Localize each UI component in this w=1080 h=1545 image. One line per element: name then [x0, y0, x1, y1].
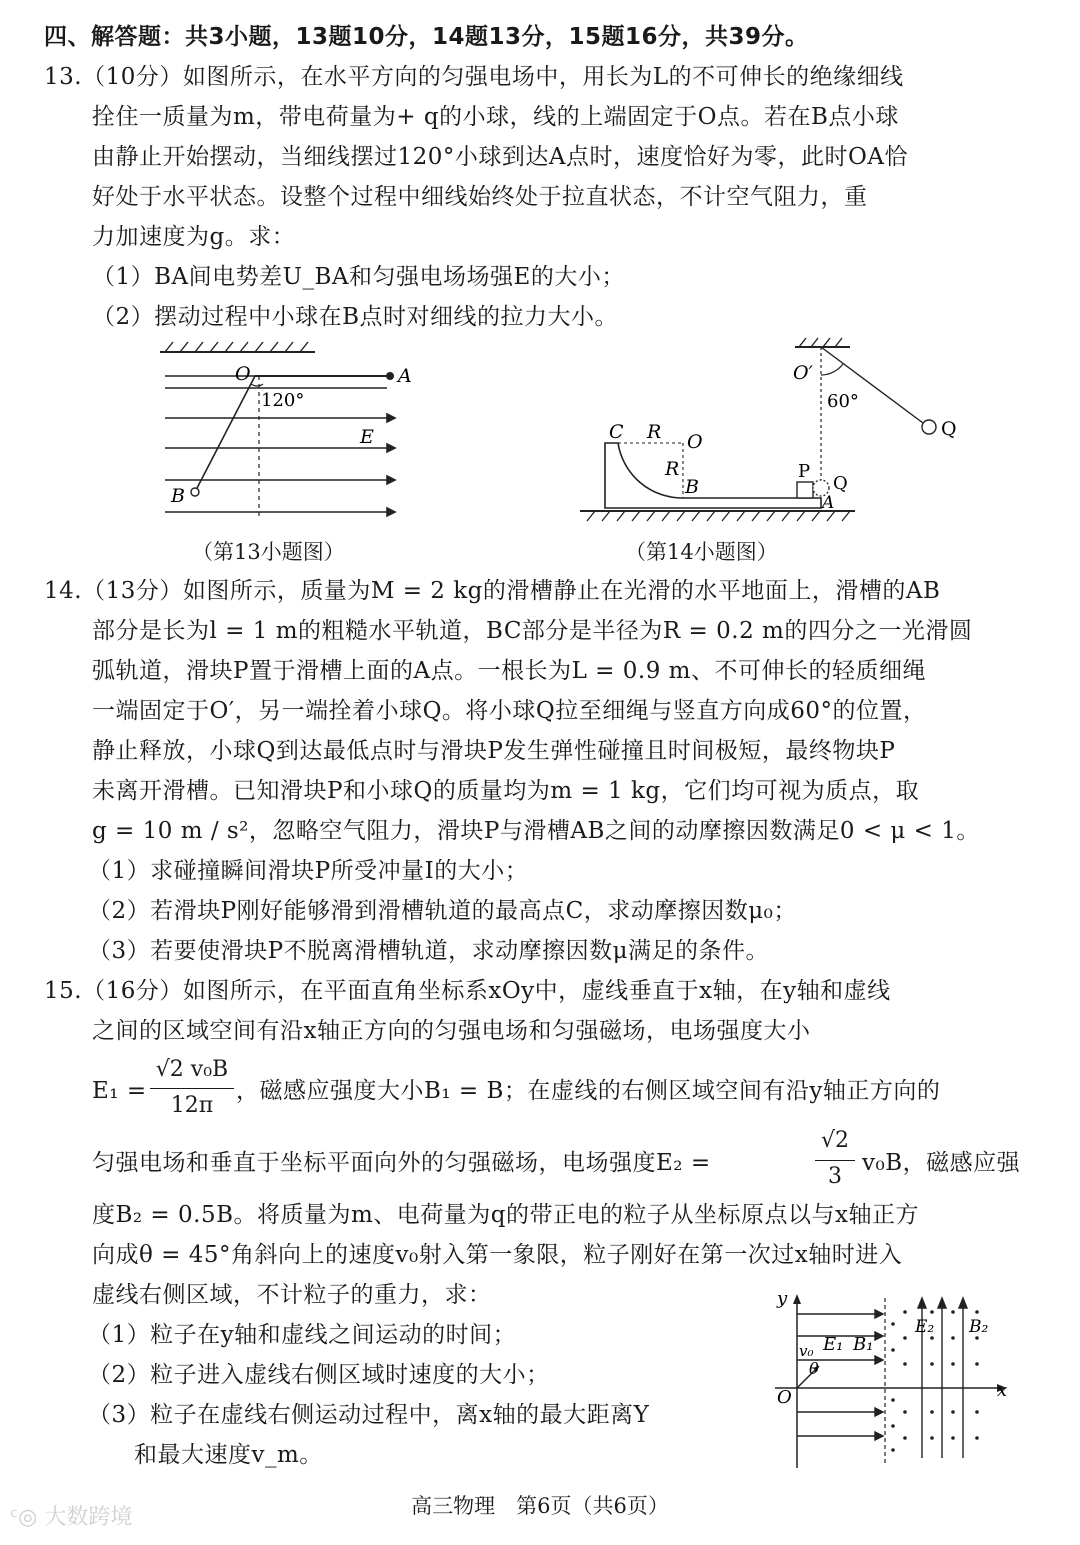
q15-line: 向成θ = 45°角斜向上的速度v₀射入第一象限，粒子刚好在第一次过x轴时进入 [92, 1242, 903, 1268]
q15-line: ，磁感应强度大小B₁ = B；在虚线的右侧区域空间有沿y轴正方向的 [236, 1078, 941, 1104]
q13-line: 拴住一质量为m，带电荷量为+ q的小球，线的上端固定于O点。若在B点小球 [92, 104, 899, 130]
q14-subquestion-1: （1）求碰撞瞬间滑块P所受冲量I的大小； [88, 858, 529, 884]
fig14-label-r-top: R [647, 421, 662, 443]
figure-15 [765, 1288, 1015, 1473]
q15-line: 15.（16分）如图所示，在平面直角坐标系xOy中，虚线垂直于x轴，在y轴和虚线 [44, 978, 891, 1004]
fig15-label-y: y [777, 1288, 788, 1309]
fig14-label-p: P [798, 461, 811, 482]
q15-line: 度B₂ = 0.5B。将质量为m、电荷量为q的带正电的粒子从坐标原点以与x轴正方 [92, 1202, 919, 1228]
fig15-label-theta: θ [809, 1359, 819, 1378]
fig15-label-x: x [997, 1380, 1008, 1401]
q15-line: v₀B，磁感应强 [862, 1150, 1021, 1176]
fig15-label-b1: B₁ [853, 1334, 874, 1355]
fig14-label-q-high: Q [941, 418, 957, 440]
q15-line: 之间的区域空间有沿x轴正方向的匀强电场和匀强磁场，电场强度大小 [92, 1018, 811, 1044]
block-p-icon [797, 482, 813, 498]
fig14-label-q-low: Q [833, 473, 848, 494]
q14-line: 未离开滑槽。已知滑块P和小球Q的质量均为m = 1 kg，它们均可视为质点，取 [92, 778, 920, 804]
fig15-label-b2: B₂ [969, 1317, 989, 1337]
figure-13-caption: （第13小题图） [192, 540, 345, 564]
fig13-label-o: O [235, 363, 251, 385]
q15-subquestion-3: （3）粒子在虚线右侧运动过程中，离x轴的最大距离Y [88, 1402, 650, 1428]
page-footer: 高三物理 第6页（共6页） [411, 1494, 669, 1518]
q15-e1-denominator: 12π [170, 1093, 214, 1118]
fig15-label-v0: v₀ [799, 1342, 814, 1360]
fig15-label-o: O [777, 1387, 792, 1408]
q14-line: g = 10 m / s²，忽略空气阻力，滑块P与滑槽AB之间的动摩擦因数满足0 < μ < 1。 [92, 818, 980, 844]
q14-line: 弧轨道，滑块P置于滑槽上面的A点。一根长为L = 0.9 m、不可伸长的轻质细绳 [92, 658, 926, 684]
q13-line: 13.（10分）如图所示，在水平方向的匀强电场中，用长为L的不可伸长的绝缘细线 [44, 64, 904, 90]
fig14-label-oprime: O′ [793, 362, 813, 384]
fig14-label-o: O [687, 431, 703, 453]
fig15-label-e1: E₁ [823, 1334, 844, 1355]
fig13-label-angle: 120° [261, 390, 305, 411]
q14-line: 14.（13分）如图所示，质量为M = 2 kg的滑槽静止在光滑的水平地面上，滑槽的AB [44, 578, 941, 604]
q14-subquestion-3: （3）若要使滑块P不脱离滑槽轨道，求动摩擦因数μ满足的条件。 [88, 938, 770, 964]
ball-b-icon [191, 488, 199, 496]
q15-e1-numerator: √2 v₀B [155, 1057, 229, 1082]
q15-e2-numerator: √2 [820, 1128, 849, 1153]
watermark [10, 1500, 132, 1531]
q14-line: 静止释放，小球Q到达最低点时与滑块P发生弹性碰撞且时间极短，最终物块P [92, 738, 896, 764]
q15-e2-denominator: 3 [828, 1164, 842, 1189]
ball-q-high-icon [922, 420, 936, 434]
figure-13 [155, 340, 412, 530]
ball-a-icon [386, 372, 394, 380]
q14-subquestion-2: （2）若滑块P刚好能够滑到滑槽轨道的最高点C，求动摩擦因数μ₀； [88, 898, 797, 924]
q15-subquestion-1: （1）粒子在y轴和虚线之间运动的时间； [88, 1322, 517, 1348]
fig15-label-e2: E₂ [915, 1317, 935, 1337]
fig14-label-r-side: R [665, 458, 680, 480]
section-heading: 四、解答题：共3小题，13题10分，14题13分，15题16分，共39分。 [44, 24, 809, 50]
q13-subquestion-1: （1）BA间电势差U_BA和匀强电场场强E的大小； [92, 264, 625, 290]
q14-line: 部分是长为l = 1 m的粗糙水平轨道，BC部分是半径为R = 0.2 m的四分之一光滑圆 [92, 618, 973, 644]
q15-line: 虚线右侧区域，不计粒子的重力，求： [92, 1282, 492, 1308]
fig13-label-e: E [360, 426, 374, 448]
q15-e1-lhs: E₁ = [92, 1078, 147, 1104]
q15-line: 匀强电场和垂直于坐标平面向外的匀强磁场，电场强度E₂ = [92, 1150, 711, 1176]
watermark-text: 大数跨境 [44, 1505, 133, 1530]
q13-subquestion-2: （2）摆动过程中小球在B点时对细线的拉力大小。 [92, 304, 619, 330]
fig14-label-b: B [685, 476, 699, 498]
q15-e2-fraction-bar [815, 1160, 855, 1161]
fig14-label-a: A [822, 493, 835, 513]
q14-line: 一端固定于O′，另一端拴着小球Q。将小球Q拉至细绳与竖直方向成60°的位置， [92, 698, 927, 724]
q13-line: 由静止开始摆动，当细线摆过120°小球到达A点时，速度恰好为零，此时OA恰 [92, 144, 908, 170]
watermark-logo-icon: ᶜ◎ [10, 1505, 38, 1530]
fig13-label-b: B [171, 485, 185, 507]
q15-subquestion-2: （2）粒子进入虚线右侧区域时速度的大小； [88, 1362, 550, 1388]
fig14-label-c: C [609, 421, 624, 443]
q13-line: 好处于水平状态。设整个过程中细线始终处于拉直状态，不计空气阻力，重 [92, 184, 868, 210]
q15-line: 和最大速度v_m。 [134, 1442, 323, 1468]
q15-e1-fraction-bar [150, 1088, 234, 1089]
figure-14 [575, 335, 960, 535]
fig13-label-a: A [398, 365, 412, 387]
figure-14-caption: （第14小题图） [625, 540, 778, 564]
q13-line: 力加速度为g。求： [92, 224, 296, 250]
fig14-label-angle: 60° [827, 391, 859, 412]
